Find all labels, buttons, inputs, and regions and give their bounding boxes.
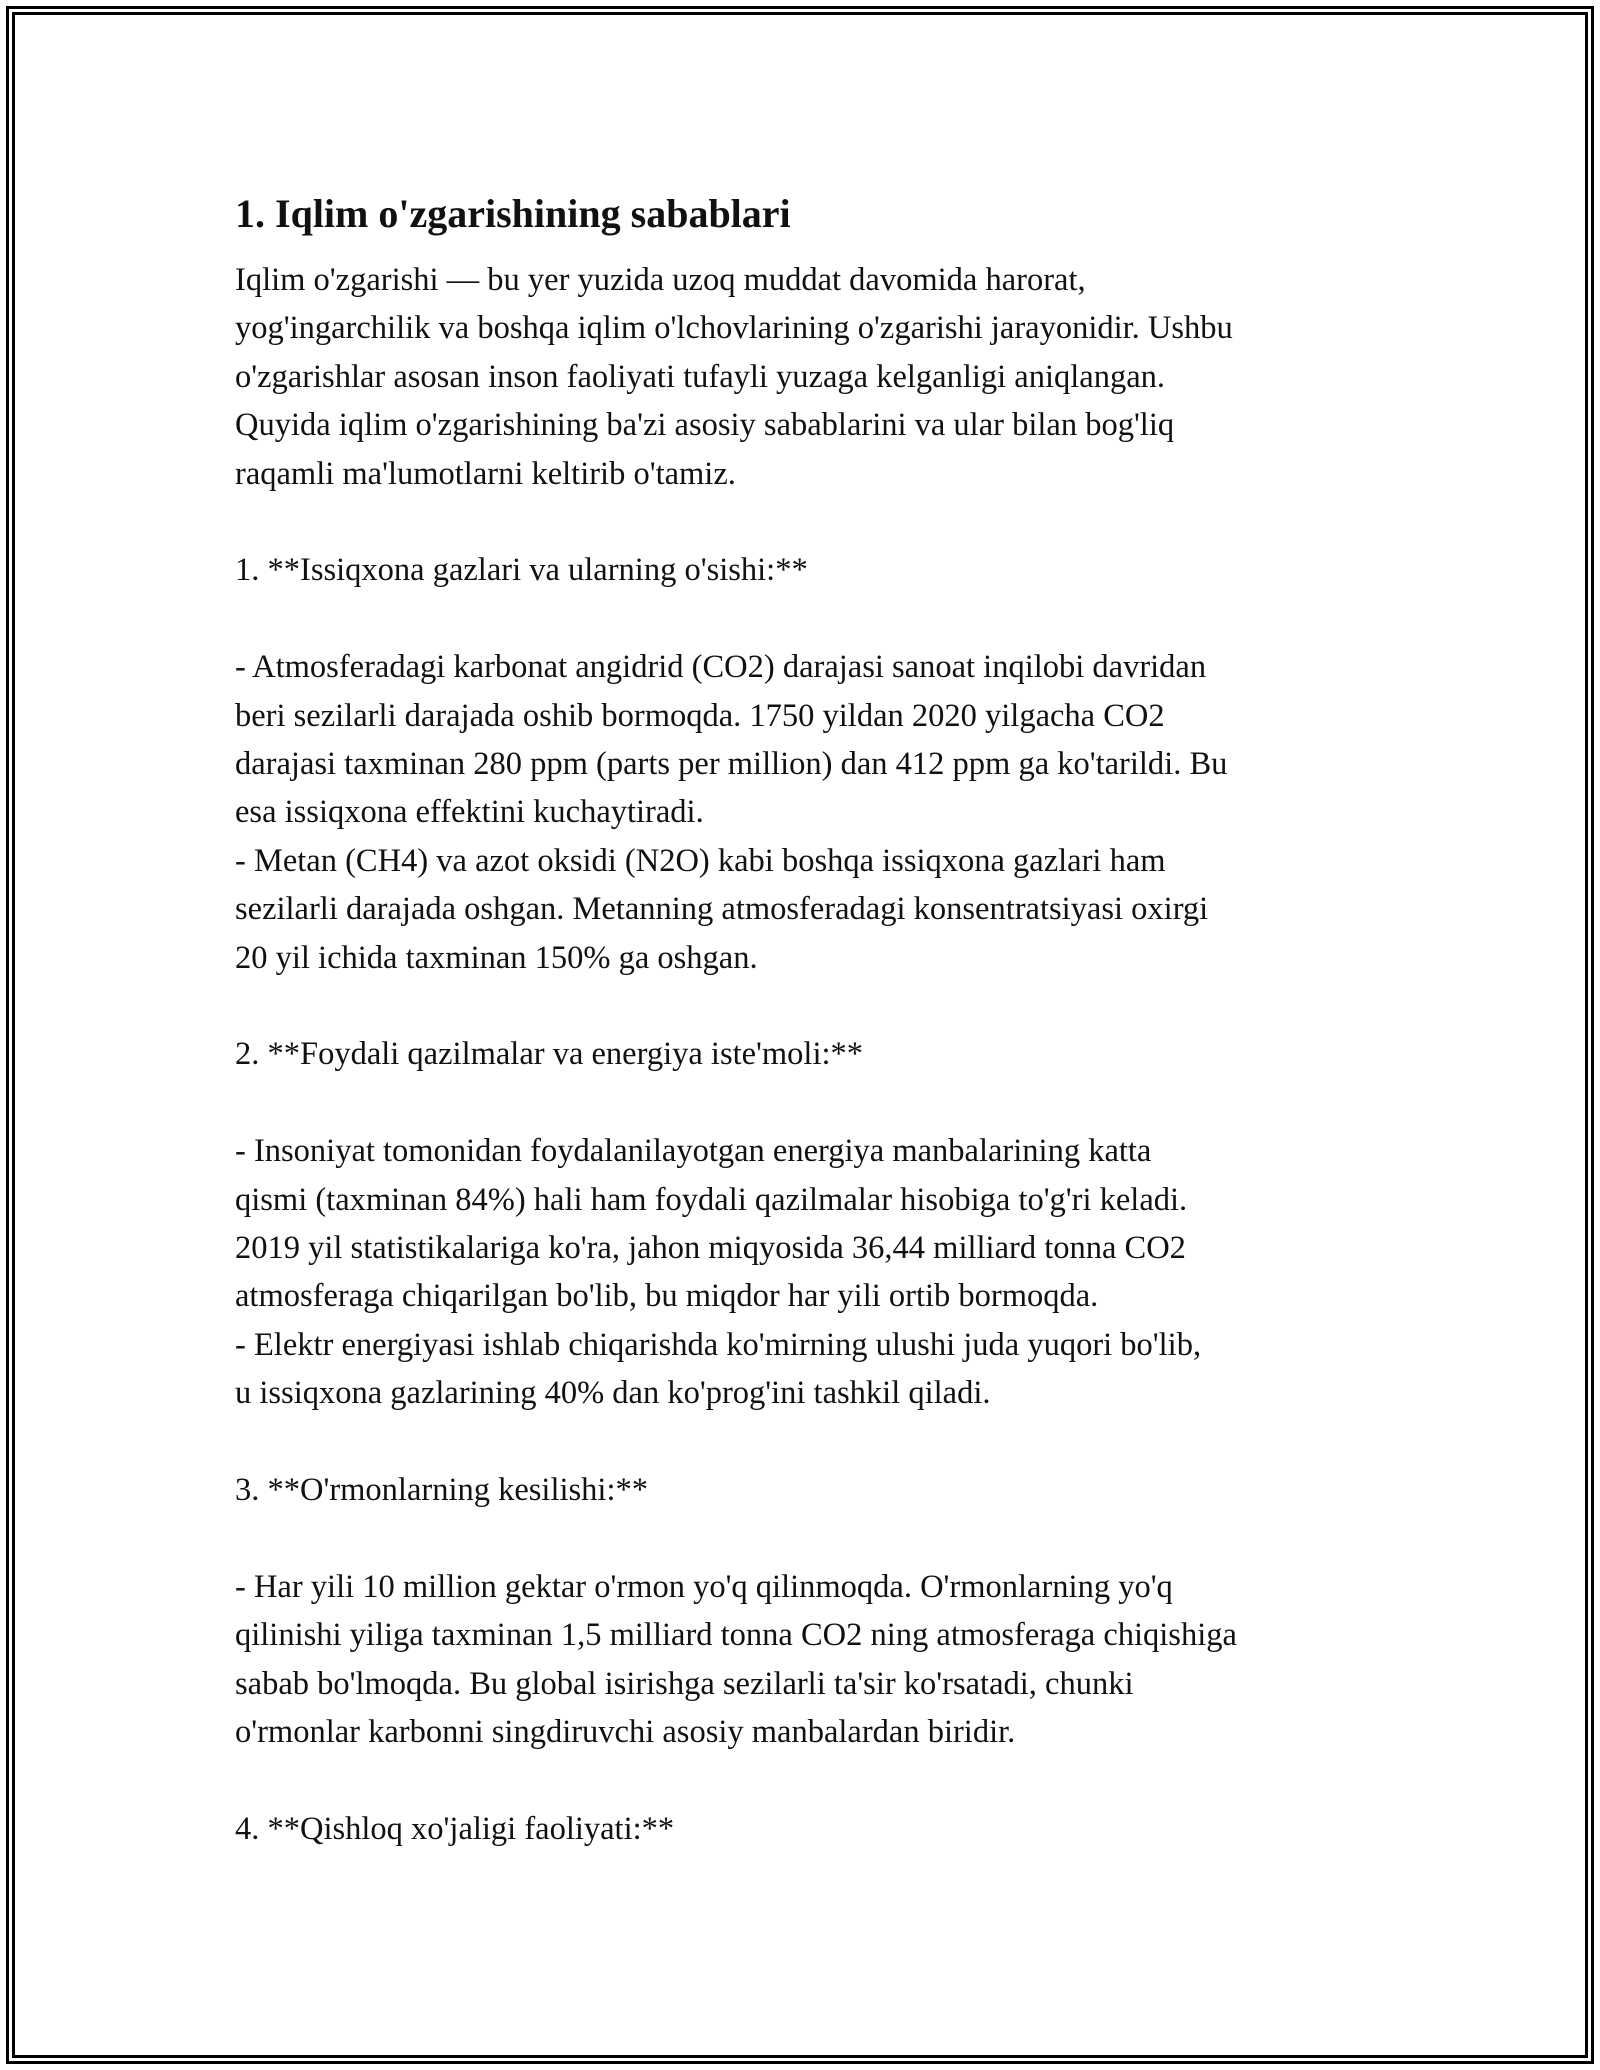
section-1-item-1: - Atmosferadagi karbonat angidrid (CO2) darajasi sanoat inqilobi davridan beri sezilarli darajada oshib bormoqda. 1750 yildan 2020 yilgacha CO2 darajasi taxminan 280 ppm (parts per million) dan 412 ppm ga ko'tarildi. Bu esa issiqxona effektini kuchaytiradi. xyxy=(235,649,1228,831)
spacer xyxy=(235,1514,1375,1562)
spacer xyxy=(235,982,1375,1030)
section-1-item-2: - Metan (CH4) va azot oksidi (N2O) kabi boshqa issiqxona gazlari ham sezilarli darajada oshgan. Metanning atmosferadagi konsentratsiyasi oxirgi 20 yil ichida taxminan 150% ga oshgan. xyxy=(235,842,1209,976)
section-3-item-1: - Har yili 10 million gektar o'rmon yo'q qilinmoqda. O'rmonlarning yo'q qilinishi yiliga taxminan 1,5 milliard tonna CO2 ning atmosferaga chiqishiga sabab bo'lmoqda. Bu global isirishga sezilarli ta'sir ko'rsatadi, chunki o'rmonlar karbonni singdiruvchi asosiy manbalardan biridir. xyxy=(235,1568,1237,1751)
intro-paragraph: Iqlim o'zgarishi — bu yer yuzida uzoq muddat davomida harorat, yog'ingarchilik va boshqa iqlim o'lchovlarining o'zgarishi jarayonidir. Ushbu o'zgarishlar asosan inson faoliyati tufayli yuzaga kelganligi aniqlangan. Quyida iqlim o'zgarishining ba'zi asosiy sabablarini va ular bilan bog'liq raqamli ma'lumotlarni keltirib o'tamiz. xyxy=(235,262,1233,492)
spacer xyxy=(235,595,1375,643)
section-4-heading: 4. **Qishloq xo'jaligi faoliyati:** xyxy=(235,1810,675,1847)
spacer xyxy=(235,1079,1375,1127)
spacer xyxy=(235,1418,1375,1466)
section-2-heading: 2. **Foydali qazilmalar va energiya iste'moli:** xyxy=(235,1036,864,1073)
document-page xyxy=(235,180,1375,1853)
spacer xyxy=(235,498,1375,546)
section-2-item-2: - Elektr energiyasi ishlab chiqarishda ko'mirning ulushi juda yuqori bo'lib, u issiqxona gazlarining 40% dan ko'prog'ini tashkil qiladi. xyxy=(235,1326,1202,1412)
section-2-item-1: - Insoniyat tomonidan foydalanilayotgan energiya manbalarining katta qismi (taxminan 84%) hali ham foydali qazilmalar hisobiga to'g'ri keladi. 2019 yil statistikalariga ko'ra, jahon miqyosida 36,44 milliard tonna CO2 atmosferaga chiqarilgan bo'lib, bu miqdor har yili ortib bormoqda. xyxy=(235,1133,1188,1315)
section-3-heading: 3. **O'rmonlarning kesilishi:** xyxy=(235,1472,648,1509)
spacer xyxy=(235,1757,1375,1805)
document-title: 1. Iqlim o'zgarishining sabablari xyxy=(235,191,791,236)
section-1-heading: 1. **Issiqxona gazlari va ularning o'sishi:** xyxy=(235,552,808,589)
